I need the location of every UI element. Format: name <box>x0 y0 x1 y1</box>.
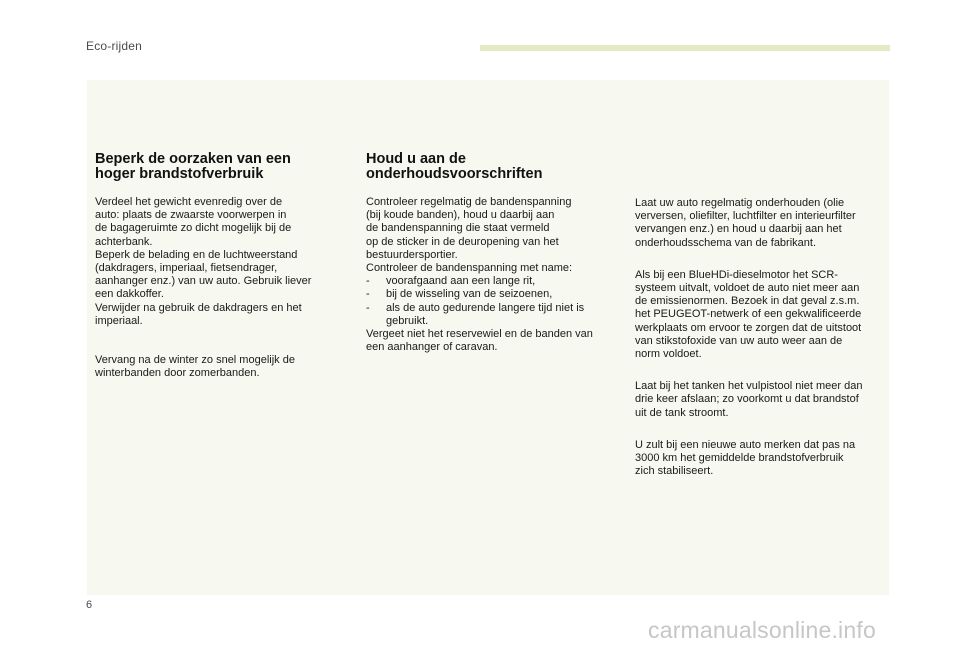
paragraph-refuelling <box>635 380 887 420</box>
text-line: de bagageruimte zo dicht mogelijk bij de <box>95 222 292 235</box>
text-line: het PEUGEOT-netwerk of een gekwalificeerde <box>635 308 862 321</box>
text-line: Vervang na de winter zo snel mogelijk de <box>95 354 295 367</box>
text-line: verversen, oliefilter, luchtfilter en interieurfilter <box>635 210 856 223</box>
list-dash: - <box>366 288 370 301</box>
text-line: op de sticker in de deuropening van het <box>366 235 559 248</box>
column-maintenance <box>366 152 616 354</box>
column-fuel-consumption <box>95 152 340 380</box>
text-line: imperiaal. <box>95 314 143 327</box>
text-line: auto: plaats de zwaarste voorwerpen in <box>95 209 287 222</box>
section-title: Eco-rijden <box>86 39 143 53</box>
text-line: de bandenspanning die staat vermeld <box>366 222 550 235</box>
text-line: Laat uw auto regelmatig onderhouden (olie <box>635 197 845 209</box>
text-line: gebruikt. <box>386 314 429 327</box>
text-line: de emissienormen. Bezoek in dat geval z.s.m. <box>635 295 860 308</box>
list-item <box>366 275 616 288</box>
text-line: Verwijder na gebruik de dakdragers en het <box>95 301 302 314</box>
paragraph-winter-tyres <box>95 354 340 380</box>
text-line: Beperk de belading en de luchtweerstand <box>95 248 298 261</box>
text-line: een dakkoffer. <box>95 288 164 301</box>
text-line: Vergeet niet het reservewiel en de banden van <box>366 328 593 341</box>
text-line: norm voldoet. <box>635 348 702 361</box>
list-item <box>366 302 616 328</box>
text-line: Laat bij het tanken het vulpistool niet meer dan <box>635 380 863 393</box>
text-line: (bij koude banden), houd u daarbij aan <box>366 209 555 222</box>
watermark: carmanualsonline.info <box>648 617 876 643</box>
text-line: achterbank. <box>95 235 153 248</box>
list-item-text <box>386 288 552 301</box>
text-line: bestuurdersportier. <box>366 248 458 261</box>
text-line: Verdeel het gewicht evenredig over de <box>95 196 283 208</box>
text-line: onderhoudsschema van de fabrikant. <box>635 236 817 249</box>
list-dash: - <box>366 275 370 288</box>
tyre-check-list <box>366 275 616 328</box>
list-item-text <box>386 275 535 288</box>
heading-line: onderhoudsvoorschriften <box>366 166 543 182</box>
text-line: systeem uitvalt, voldoet de auto niet meer aan <box>635 282 860 295</box>
list-item-text <box>386 302 584 328</box>
text-line: Als bij een BlueHDi-dieselmotor het SCR- <box>635 268 838 281</box>
text-line: voorafgaand aan een lange rit, <box>386 275 536 288</box>
text-line: vervangen enz.) en houd u daarbij aan het <box>635 223 842 236</box>
paragraph-weight-distribution <box>95 196 340 328</box>
column-maintenance-continued <box>635 197 887 478</box>
text-line: drie keer afslaan; zo voorkomt u dat brandstof <box>635 393 859 406</box>
paragraph-tyre-pressure <box>366 196 616 275</box>
text-line: werkplaats om ervoor te zorgen dat de uitstoot <box>635 321 862 334</box>
text-line: aanhanger enz.) van uw auto. Gebruik liever <box>95 275 312 288</box>
text-line: 3000 km het gemiddelde brandstofverbruik <box>635 452 844 465</box>
text-line: bij de wisseling van de seizoenen, <box>386 288 553 301</box>
text-line: een aanhanger of caravan. <box>366 341 498 354</box>
text-line: zich stabiliseert. <box>635 465 714 478</box>
text-line: Controleer de bandenspanning met name: <box>366 262 573 275</box>
text-line: U zult bij een nieuwe auto merken dat pas na <box>635 438 856 451</box>
heading-line: Houd u aan de <box>366 151 466 167</box>
text-line: uit de tank stroomt. <box>635 406 729 419</box>
heading-maintenance <box>366 152 616 182</box>
text-line: van stikstofoxide van uw auto weer aan de <box>635 334 843 347</box>
header-accent-bar <box>480 45 890 51</box>
paragraph-service-schedule <box>635 197 887 250</box>
paragraph-new-car <box>635 439 887 479</box>
heading-line: hoger brandstofverbruik <box>95 166 264 182</box>
page-number: 6 <box>86 599 93 611</box>
heading-fuel-consumption <box>95 152 340 182</box>
list-item <box>366 288 616 301</box>
heading-line: Beperk de oorzaken van een <box>95 151 291 167</box>
paragraph-scr-system <box>635 269 887 361</box>
text-line: winterbanden door zomerbanden. <box>95 367 260 380</box>
paragraph-spare-wheel <box>366 328 616 354</box>
text-line: (dakdragers, imperiaal, fietsendrager, <box>95 262 278 275</box>
text-line: Controleer regelmatig de bandenspanning <box>366 196 572 208</box>
text-line: als de auto gedurende langere tijd niet is <box>386 301 585 314</box>
list-dash: - <box>366 301 370 314</box>
